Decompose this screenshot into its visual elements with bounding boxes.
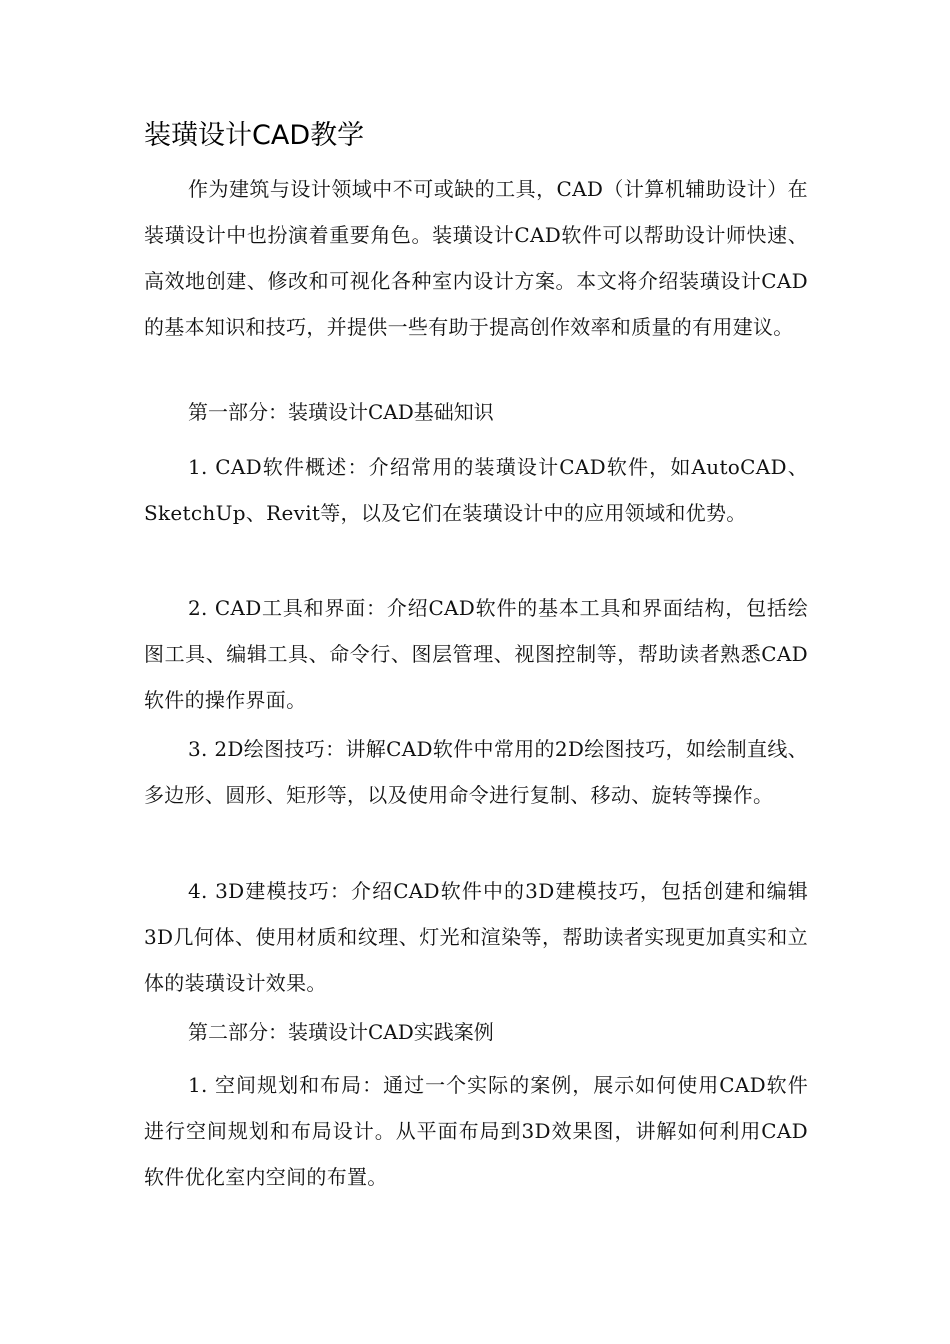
part2-item-1: 1. 空间规划和布局：通过一个实际的案例，展示如何使用CAD软件进行空间规划和布局设计。从平面布局到3D效果图，讲解如何利用CAD软件优化室内空间的布置。 xyxy=(144,1073,808,1189)
part1-heading: 第一部分：装璜设计CAD基础知识 xyxy=(188,400,494,424)
document-title: 装璜设计CAD教学 xyxy=(144,120,365,151)
part1-item-1: 1. CAD软件概述：介绍常用的装璜设计CAD软件，如AutoCAD、SketchUp、Revit等，以及它们在装璜设计中的应用领域和优势。 xyxy=(144,455,808,525)
part1-item-4: 4. 3D建模技巧：介绍CAD软件中的3D建模技巧，包括创建和编辑3D几何体、使用材质和纹理、灯光和渲染等，帮助读者实现更加真实和立体的装璜设计效果。 xyxy=(144,879,808,995)
part2-heading: 第二部分：装璜设计CAD实践案例 xyxy=(188,1020,494,1044)
part1-item-2: 2. CAD工具和界面：介绍CAD软件的基本工具和界面结构，包括绘图工具、编辑工具、命令行、图层管理、视图控制等，帮助读者熟悉CAD软件的操作界面。 xyxy=(144,596,808,712)
part1-item-3: 3. 2D绘图技巧：讲解CAD软件中常用的2D绘图技巧，如绘制直线、多边形、圆形、矩形等，以及使用命令进行复制、移动、旋转等操作。 xyxy=(144,737,808,807)
intro-paragraph: 作为建筑与设计领域中不可或缺的工具，CAD（计算机辅助设计）在装璜设计中也扮演着重要角色。装璜设计CAD软件可以帮助设计师快速、高效地创建、修改和可视化各种室内设计方案。本文将介绍装璜设计CAD的基本知识和技巧，并提供一些有助于提高创作效率和质量的有用建议。 xyxy=(144,177,808,339)
